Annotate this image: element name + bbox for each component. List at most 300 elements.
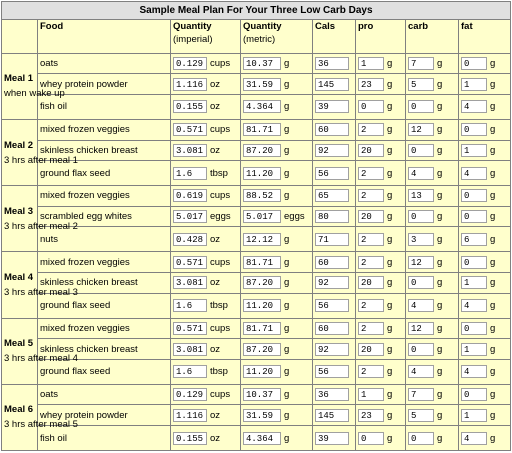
metric-unit: g — [284, 389, 290, 401]
food-name: whey protein powder — [40, 409, 128, 421]
carb-input[interactable]: 7 — [408, 57, 434, 70]
carb-cell — [406, 339, 459, 360]
carb-input[interactable]: 0 — [408, 276, 434, 289]
metric-qty-input[interactable]: 10.37 — [243, 388, 281, 401]
imperial-qty-cell — [171, 426, 241, 451]
pro-cell — [356, 318, 406, 339]
food-cell — [38, 186, 171, 207]
food-name: nuts — [40, 233, 58, 245]
fat-unit: g — [490, 277, 496, 289]
carb-input[interactable]: 12 — [408, 322, 434, 335]
pro-unit: g — [387, 277, 393, 289]
table-row — [2, 74, 511, 95]
pro-unit: g — [387, 167, 393, 179]
cals-cell — [313, 426, 356, 451]
metric-qty-cell — [241, 74, 313, 95]
pro-cell — [356, 339, 406, 360]
imperial-qty-input[interactable]: 3.081 — [173, 276, 207, 289]
metric-qty-cell — [241, 119, 313, 140]
fat-unit: g — [490, 343, 496, 355]
pro-input[interactable]: 2 — [358, 299, 384, 312]
imperial-unit: oz — [210, 144, 221, 156]
imperial-qty-cell — [171, 186, 241, 207]
imperial-qty-cell — [171, 339, 241, 360]
imperial-qty-input[interactable]: 0.155 — [173, 100, 207, 113]
carb-cell — [406, 405, 459, 426]
metric-unit: g — [284, 167, 290, 179]
pro-unit: g — [387, 211, 393, 223]
pro-input[interactable]: 2 — [358, 167, 384, 180]
imperial-qty-cell — [171, 119, 241, 140]
pro-unit: g — [387, 389, 393, 401]
metric-qty-input[interactable]: 87.20 — [243, 343, 281, 356]
food-cell — [38, 318, 171, 339]
imperial-qty-cell — [171, 74, 241, 95]
metric-qty-cell — [241, 384, 313, 405]
food-name: ground flax seed — [40, 167, 111, 179]
pro-unit: g — [387, 322, 393, 334]
carb-input[interactable]: 3 — [408, 233, 434, 246]
meal-timing: 3 hrs after meal 2 — [4, 220, 78, 232]
pro-unit: g — [387, 409, 393, 421]
food-name: skinless chicken breast — [40, 277, 138, 289]
header-row — [2, 19, 511, 53]
carb-unit: g — [437, 432, 443, 444]
imperial-qty-input[interactable]: 0.571 — [173, 322, 207, 335]
cals-input[interactable]: 60 — [315, 123, 349, 136]
pro-cell — [356, 426, 406, 451]
pro-input[interactable]: 2 — [358, 233, 384, 246]
fat-input[interactable]: 0 — [461, 123, 487, 136]
metric-qty-cell — [241, 405, 313, 426]
metric-qty-input[interactable]: 4.364 — [243, 432, 281, 445]
carb-unit: g — [437, 167, 443, 179]
fat-cell — [459, 53, 511, 74]
carb-cell — [406, 273, 459, 294]
pro-unit: g — [387, 300, 393, 312]
pro-input[interactable]: 20 — [358, 144, 384, 157]
metric-qty-input[interactable]: 81.71 — [243, 123, 281, 136]
cals-input[interactable]: 92 — [315, 144, 349, 157]
imperial-qty-input[interactable]: 1.116 — [173, 409, 207, 422]
metric-qty-input[interactable]: 12.12 — [243, 233, 281, 246]
cals-input[interactable]: 92 — [315, 343, 349, 356]
imperial-qty-input[interactable]: 3.081 — [173, 343, 207, 356]
food-name: whey protein powder — [40, 78, 128, 90]
fat-unit: g — [490, 233, 496, 245]
cals-input[interactable]: 92 — [315, 276, 349, 289]
meal-name: Meal 3 — [4, 205, 34, 217]
meal-timing: when wake up — [4, 88, 65, 100]
metric-qty-input[interactable]: 81.71 — [243, 322, 281, 335]
carb-input[interactable]: 0 — [408, 343, 434, 356]
cals-input[interactable]: 145 — [315, 409, 349, 422]
imperial-qty-input[interactable]: 0.571 — [173, 256, 207, 269]
metric-qty-input[interactable]: 11.20 — [243, 167, 281, 180]
imperial-qty-input[interactable]: 0.571 — [173, 123, 207, 136]
metric-unit: eggs — [284, 211, 305, 223]
carb-unit: g — [437, 101, 443, 113]
fat-input[interactable]: 0 — [461, 57, 487, 70]
carb-cell — [406, 426, 459, 451]
metric-qty-cell — [241, 227, 313, 252]
imperial-unit: cups — [210, 256, 231, 268]
metric-qty-cell — [241, 186, 313, 207]
pro-input[interactable]: 0 — [358, 432, 384, 445]
fat-input[interactable]: 0 — [461, 388, 487, 401]
imperial-qty-input[interactable]: 0.619 — [173, 189, 207, 202]
cals-input[interactable]: 65 — [315, 189, 349, 202]
carb-unit: g — [437, 366, 443, 378]
fat-input[interactable]: 0 — [461, 210, 487, 223]
pro-input[interactable]: 20 — [358, 210, 384, 223]
fat-unit: g — [490, 124, 496, 136]
fat-unit: g — [490, 300, 496, 312]
metric-unit: g — [284, 58, 290, 70]
pro-input[interactable]: 1 — [358, 57, 384, 70]
fat-input[interactable]: 4 — [461, 365, 487, 378]
carb-unit: g — [437, 277, 443, 289]
metric-qty-cell — [241, 339, 313, 360]
imperial-unit: cups — [210, 58, 231, 70]
fat-cell — [459, 186, 511, 207]
carb-cell — [406, 293, 459, 318]
pro-input[interactable]: 2 — [358, 256, 384, 269]
metric-unit: g — [284, 144, 290, 156]
metric-qty-input[interactable]: 11.20 — [243, 299, 281, 312]
pro-cell — [356, 405, 406, 426]
cals-cell — [313, 186, 356, 207]
header-food: Food — [38, 19, 171, 53]
meal-name: Meal 2 — [4, 139, 34, 151]
fat-cell — [459, 74, 511, 95]
carb-cell — [406, 186, 459, 207]
imperial-unit: tbsp — [210, 366, 228, 378]
fat-cell — [459, 426, 511, 451]
meal-name: Meal 1 — [4, 73, 34, 85]
fat-cell — [459, 273, 511, 294]
fat-input[interactable]: 1 — [461, 409, 487, 422]
meal-plan-table — [1, 1, 511, 451]
fat-unit: g — [490, 78, 496, 90]
imperial-qty-input[interactable]: 0.155 — [173, 432, 207, 445]
fat-unit: g — [490, 101, 496, 113]
imperial-qty-cell — [171, 206, 241, 227]
pro-cell — [356, 252, 406, 273]
metric-unit: g — [284, 409, 290, 421]
imperial-qty-input[interactable]: 0.428 — [173, 233, 207, 246]
cals-input[interactable]: 145 — [315, 78, 349, 91]
header-quantity-metric-label: Quantity — [243, 20, 282, 32]
imperial-unit: oz — [210, 343, 221, 355]
metric-qty-input[interactable]: 4.364 — [243, 100, 281, 113]
meal-name: Meal 5 — [4, 338, 34, 350]
fat-unit: g — [490, 389, 496, 401]
table-row — [2, 318, 511, 339]
food-cell — [38, 384, 171, 405]
header-fat: fat — [459, 19, 511, 53]
imperial-qty-input[interactable]: 3.081 — [173, 144, 207, 157]
carb-input[interactable]: 0 — [408, 144, 434, 157]
cals-input[interactable]: 56 — [315, 167, 349, 180]
pro-cell — [356, 74, 406, 95]
carb-input[interactable]: 4 — [408, 167, 434, 180]
pro-cell — [356, 119, 406, 140]
fat-cell — [459, 293, 511, 318]
carb-unit: g — [437, 190, 443, 202]
metric-qty-input[interactable]: 11.20 — [243, 365, 281, 378]
pro-cell — [356, 53, 406, 74]
pro-cell — [356, 384, 406, 405]
fat-unit: g — [490, 58, 496, 70]
cals-cell — [313, 119, 356, 140]
pro-input[interactable]: 20 — [358, 276, 384, 289]
metric-qty-cell — [241, 318, 313, 339]
carb-input[interactable]: 13 — [408, 189, 434, 202]
pro-input[interactable]: 2 — [358, 365, 384, 378]
pro-input[interactable]: 23 — [358, 409, 384, 422]
metric-qty-input[interactable]: 88.52 — [243, 189, 281, 202]
imperial-qty-input[interactable]: 1.6 — [173, 299, 207, 312]
fat-unit: g — [490, 409, 496, 421]
cals-cell — [313, 252, 356, 273]
fat-input[interactable]: 4 — [461, 432, 487, 445]
metric-qty-input[interactable]: 31.59 — [243, 78, 281, 91]
cals-input[interactable]: 36 — [315, 388, 349, 401]
imperial-unit: tbsp — [210, 167, 228, 179]
imperial-unit: oz — [210, 78, 221, 90]
metric-qty-input[interactable]: 81.71 — [243, 256, 281, 269]
food-name: mixed frozen veggies — [40, 190, 130, 202]
pro-cell — [356, 140, 406, 161]
carb-cell — [406, 140, 459, 161]
cals-cell — [313, 74, 356, 95]
food-name: scrambled egg whites — [40, 211, 132, 223]
fat-unit: g — [490, 366, 496, 378]
fat-cell — [459, 339, 511, 360]
header-cals: Cals — [313, 19, 356, 53]
cals-cell — [313, 293, 356, 318]
fat-unit: g — [490, 190, 496, 202]
food-name: ground flax seed — [40, 300, 111, 312]
pro-unit: g — [387, 124, 393, 136]
pro-cell — [356, 186, 406, 207]
imperial-qty-input[interactable]: 1.6 — [173, 365, 207, 378]
fat-input[interactable]: 1 — [461, 343, 487, 356]
cals-cell — [313, 140, 356, 161]
fat-input[interactable]: 0 — [461, 256, 487, 269]
carb-cell — [406, 359, 459, 384]
metric-qty-cell — [241, 273, 313, 294]
cals-input[interactable]: 60 — [315, 322, 349, 335]
metric-qty-input[interactable]: 10.37 — [243, 57, 281, 70]
metric-qty-input[interactable]: 31.59 — [243, 409, 281, 422]
metric-unit: g — [284, 300, 290, 312]
pro-cell — [356, 95, 406, 120]
meal-timing: 3 hrs after meal 4 — [4, 353, 78, 365]
fat-input[interactable]: 4 — [461, 100, 487, 113]
carb-input[interactable]: 4 — [408, 299, 434, 312]
fat-cell — [459, 318, 511, 339]
fat-input[interactable]: 4 — [461, 167, 487, 180]
metric-qty-input[interactable]: 87.20 — [243, 276, 281, 289]
pro-input[interactable]: 2 — [358, 322, 384, 335]
table-title: Sample Meal Plan For Your Three Low Carb Days — [2, 2, 511, 20]
cals-input[interactable]: 39 — [315, 432, 349, 445]
imperial-unit: oz — [210, 409, 221, 421]
meal-name: Meal 6 — [4, 404, 34, 416]
carb-cell — [406, 53, 459, 74]
metric-qty-cell — [241, 161, 313, 186]
cals-input[interactable]: 60 — [315, 256, 349, 269]
pro-input[interactable]: 0 — [358, 100, 384, 113]
imperial-qty-cell — [171, 161, 241, 186]
pro-unit: g — [387, 343, 393, 355]
pro-input[interactable]: 20 — [358, 343, 384, 356]
metric-qty-input[interactable]: 87.20 — [243, 144, 281, 157]
food-name: mixed frozen veggies — [40, 322, 130, 334]
metric-qty-cell — [241, 252, 313, 273]
fat-input[interactable]: 6 — [461, 233, 487, 246]
cals-input[interactable]: 56 — [315, 365, 349, 378]
fat-cell — [459, 161, 511, 186]
fat-input[interactable]: 1 — [461, 78, 487, 91]
cals-input[interactable]: 71 — [315, 233, 349, 246]
carb-input[interactable]: 7 — [408, 388, 434, 401]
imperial-qty-input[interactable]: 0.129 — [173, 388, 207, 401]
table-title-row — [2, 2, 511, 20]
fat-input[interactable]: 1 — [461, 144, 487, 157]
pro-input[interactable]: 2 — [358, 189, 384, 202]
pro-unit: g — [387, 58, 393, 70]
carb-unit: g — [437, 256, 443, 268]
fat-unit: g — [490, 144, 496, 156]
carb-input[interactable]: 0 — [408, 432, 434, 445]
fat-cell — [459, 206, 511, 227]
fat-input[interactable]: 0 — [461, 322, 487, 335]
carb-input[interactable]: 5 — [408, 409, 434, 422]
fat-cell — [459, 252, 511, 273]
imperial-qty-cell — [171, 95, 241, 120]
imperial-qty-cell — [171, 273, 241, 294]
food-cell — [38, 252, 171, 273]
pro-unit: g — [387, 256, 393, 268]
imperial-qty-cell — [171, 405, 241, 426]
cals-input[interactable]: 39 — [315, 100, 349, 113]
fat-cell — [459, 227, 511, 252]
cals-cell — [313, 273, 356, 294]
food-name: oats — [40, 389, 58, 401]
cals-input[interactable]: 80 — [315, 210, 349, 223]
table-row — [2, 186, 511, 207]
imperial-qty-cell — [171, 359, 241, 384]
cals-cell — [313, 318, 356, 339]
imperial-qty-input[interactable]: 1.116 — [173, 78, 207, 91]
imperial-qty-cell — [171, 252, 241, 273]
metric-unit: g — [284, 277, 290, 289]
metric-qty-cell — [241, 206, 313, 227]
fat-input[interactable]: 1 — [461, 276, 487, 289]
imperial-qty-input[interactable]: 5.017 — [173, 210, 207, 223]
carb-unit: g — [437, 124, 443, 136]
carb-cell — [406, 252, 459, 273]
pro-input[interactable]: 2 — [358, 123, 384, 136]
carb-cell — [406, 119, 459, 140]
imperial-unit: cups — [210, 322, 231, 334]
carb-input[interactable]: 0 — [408, 210, 434, 223]
table-row — [2, 95, 511, 120]
meal-timing: 3 hrs after meal 3 — [4, 286, 78, 298]
imperial-unit: cups — [210, 190, 231, 202]
metric-unit: g — [284, 101, 290, 113]
pro-cell — [356, 227, 406, 252]
cals-input[interactable]: 56 — [315, 299, 349, 312]
imperial-unit: tbsp — [210, 300, 228, 312]
carb-cell — [406, 206, 459, 227]
header-quantity-imperial-label: Quantity — [173, 20, 212, 32]
cals-cell — [313, 53, 356, 74]
cals-input[interactable]: 36 — [315, 57, 349, 70]
pro-unit: g — [387, 78, 393, 90]
pro-unit: g — [387, 432, 393, 444]
food-name: ground flax seed — [40, 366, 111, 378]
pro-input[interactable]: 1 — [358, 388, 384, 401]
food-name: skinless chicken breast — [40, 144, 138, 156]
food-cell — [38, 119, 171, 140]
metric-qty-input[interactable]: 5.017 — [243, 210, 281, 223]
table-row — [2, 384, 511, 405]
metric-unit: g — [284, 233, 290, 245]
fat-unit: g — [490, 211, 496, 223]
fat-unit: g — [490, 322, 496, 334]
carb-input[interactable]: 12 — [408, 123, 434, 136]
carb-input[interactable]: 0 — [408, 100, 434, 113]
food-name: mixed frozen veggies — [40, 124, 130, 136]
imperial-qty-input[interactable]: 1.6 — [173, 167, 207, 180]
carb-cell — [406, 318, 459, 339]
fat-cell — [459, 359, 511, 384]
carb-input[interactable]: 5 — [408, 78, 434, 91]
cals-cell — [313, 339, 356, 360]
pro-input[interactable]: 23 — [358, 78, 384, 91]
imperial-unit: oz — [210, 277, 221, 289]
fat-input[interactable]: 4 — [461, 299, 487, 312]
carb-unit: g — [437, 58, 443, 70]
metric-qty-cell — [241, 140, 313, 161]
imperial-qty-cell — [171, 140, 241, 161]
carb-cell — [406, 74, 459, 95]
carb-input[interactable]: 4 — [408, 365, 434, 378]
fat-unit: g — [490, 256, 496, 268]
carb-cell — [406, 227, 459, 252]
carb-cell — [406, 384, 459, 405]
imperial-qty-cell — [171, 318, 241, 339]
cals-cell — [313, 227, 356, 252]
imperial-qty-cell — [171, 53, 241, 74]
metric-qty-cell — [241, 293, 313, 318]
pro-cell — [356, 206, 406, 227]
imperial-qty-cell — [171, 227, 241, 252]
metric-unit: g — [284, 343, 290, 355]
cals-cell — [313, 206, 356, 227]
metric-qty-cell — [241, 95, 313, 120]
carb-input[interactable]: 12 — [408, 256, 434, 269]
imperial-unit: eggs — [210, 211, 231, 223]
fat-cell — [459, 384, 511, 405]
imperial-unit: oz — [210, 101, 221, 113]
fat-input[interactable]: 0 — [461, 189, 487, 202]
imperial-qty-input[interactable]: 0.129 — [173, 57, 207, 70]
